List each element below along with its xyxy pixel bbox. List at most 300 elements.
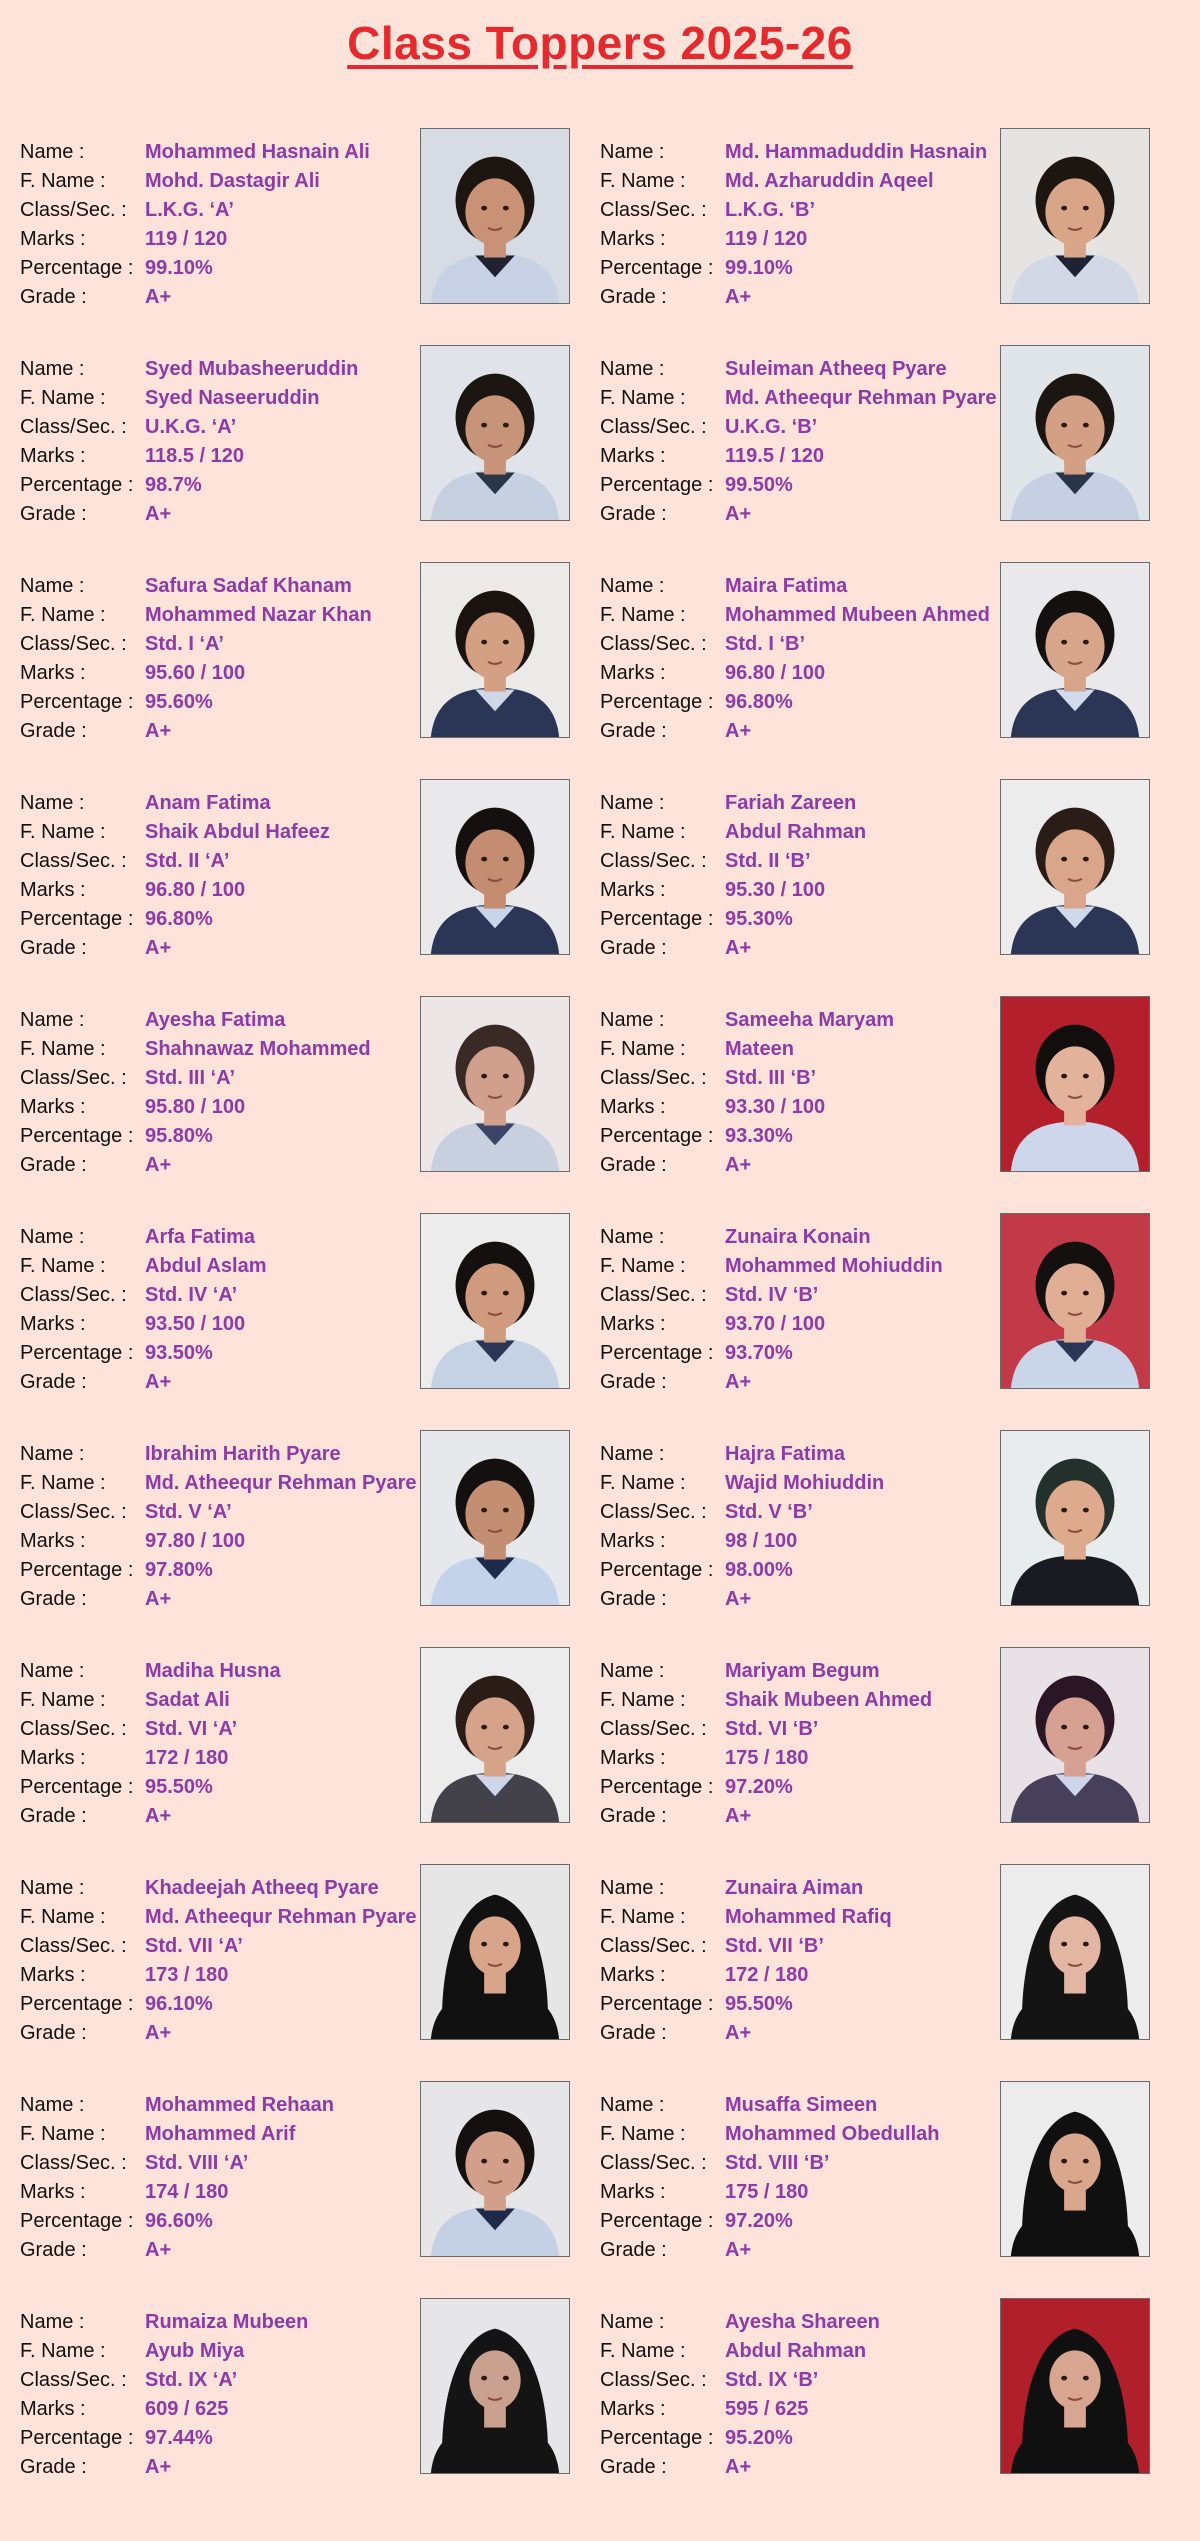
field-row-fname — [600, 601, 1020, 630]
field-row-name — [600, 1440, 1020, 1469]
class-value: Std. IX ‘A’ — [145, 2369, 238, 2391]
field-row-name — [600, 1657, 1020, 1686]
field-row-grade — [20, 2019, 440, 2048]
field-row-marks — [20, 2395, 440, 2424]
fname-label: F. Name : — [600, 821, 686, 843]
class-label: Class/Sec. : — [600, 1935, 707, 1957]
field-row-percentage — [20, 1556, 440, 1585]
marks-label: Marks : — [20, 445, 86, 467]
field-row-name — [600, 572, 1020, 601]
grade-value: A+ — [145, 1805, 172, 1827]
field-row-class — [600, 2366, 1020, 2395]
marks-value: 172 / 180 — [725, 1964, 809, 1986]
field-row-grade — [20, 1151, 440, 1180]
field-row-class — [600, 847, 1020, 876]
fname-label: F. Name : — [20, 1906, 106, 1928]
student-photo — [1000, 562, 1150, 738]
grade-label: Grade : — [20, 1154, 87, 1176]
fname-label: F. Name : — [600, 1038, 686, 1060]
grade-label: Grade : — [600, 286, 667, 308]
grade-label: Grade : — [20, 1588, 87, 1610]
marks-label: Marks : — [20, 2398, 86, 2420]
percentage-label: Percentage : — [600, 691, 714, 713]
field-row-class — [20, 1498, 440, 1527]
class-label: Class/Sec. : — [600, 199, 707, 221]
field-row-percentage — [600, 1339, 1020, 1368]
marks-value: 119.5 / 120 — [725, 445, 824, 467]
field-row-class — [600, 1498, 1020, 1527]
percentage-label: Percentage : — [600, 1342, 714, 1364]
marks-label: Marks : — [600, 879, 666, 901]
field-row-percentage — [600, 1773, 1020, 1802]
grade-label: Grade : — [20, 1805, 87, 1827]
field-row-grade — [20, 934, 440, 963]
field-row-name — [20, 1657, 440, 1686]
field-row-grade — [600, 1802, 1020, 1831]
marks-label: Marks : — [600, 2181, 666, 2203]
student-photo — [1000, 2081, 1150, 2257]
name-label: Name : — [600, 141, 665, 163]
percentage-value: 95.20% — [725, 2427, 793, 2449]
field-row-class — [20, 1715, 440, 1744]
percentage-label: Percentage : — [20, 2427, 134, 2449]
field-row-grade — [20, 717, 440, 746]
field-row-class — [20, 2149, 440, 2178]
topper-card — [20, 562, 600, 742]
class-label: Class/Sec. : — [20, 199, 127, 221]
field-row-fname — [20, 601, 440, 630]
percentage-value: 95.50% — [145, 1776, 213, 1798]
field-row-name — [20, 1006, 440, 1035]
percentage-label: Percentage : — [20, 1559, 134, 1581]
grade-label: Grade : — [600, 2239, 667, 2261]
field-row-class — [600, 196, 1020, 225]
marks-label: Marks : — [600, 228, 666, 250]
class-label: Class/Sec. : — [600, 1718, 707, 1740]
grade-value: A+ — [725, 503, 752, 525]
marks-label: Marks : — [20, 228, 86, 250]
fname-value: Abdul Rahman — [725, 2340, 867, 2362]
percentage-label: Percentage : — [600, 474, 714, 496]
percentage-value: 95.30% — [725, 908, 793, 930]
field-row-percentage — [20, 1339, 440, 1368]
field-row-name — [20, 1874, 440, 1903]
name-value: Rumaiza Mubeen — [145, 2311, 309, 2333]
topper-card — [600, 1430, 1180, 1610]
field-row-name — [20, 355, 440, 384]
field-row-grade — [600, 1585, 1020, 1614]
marks-label: Marks : — [600, 1313, 666, 1335]
field-row-fname — [20, 1903, 440, 1932]
field-row-percentage — [20, 905, 440, 934]
field-row-marks — [600, 659, 1020, 688]
field-row-class — [20, 413, 440, 442]
topper-card — [20, 2298, 600, 2478]
percentage-label: Percentage : — [20, 257, 134, 279]
fname-value: Mohd. Dastagir Ali — [145, 170, 320, 192]
percentage-label: Percentage : — [600, 908, 714, 930]
name-label: Name : — [20, 358, 85, 380]
topper-card — [20, 2081, 600, 2261]
student-photo — [1000, 1864, 1150, 2040]
fname-value: Shaik Abdul Hafeez — [145, 821, 330, 843]
name-value: Md. Hammaduddin Hasnain — [725, 141, 988, 163]
percentage-value: 99.10% — [725, 257, 793, 279]
name-value: Zunaira Konain — [725, 1226, 871, 1248]
percentage-value: 99.50% — [725, 474, 793, 496]
field-row-class — [20, 630, 440, 659]
percentage-value: 97.20% — [725, 2210, 793, 2232]
field-row-marks — [600, 442, 1020, 471]
class-label: Class/Sec. : — [600, 1284, 707, 1306]
student-photo — [1000, 2298, 1150, 2474]
grade-label: Grade : — [600, 720, 667, 742]
marks-label: Marks : — [600, 1747, 666, 1769]
grade-value: A+ — [145, 937, 172, 959]
marks-value: 93.70 / 100 — [725, 1313, 826, 1335]
grade-label: Grade : — [600, 1154, 667, 1176]
grade-value: A+ — [725, 720, 752, 742]
student-photo — [420, 2298, 570, 2474]
field-row-fname — [20, 1252, 440, 1281]
fname-value: Md. Atheequr Rehman Pyare — [145, 1472, 417, 1494]
percentage-value: 96.60% — [145, 2210, 213, 2232]
grade-label: Grade : — [600, 1371, 667, 1393]
percentage-value: 98.7% — [145, 474, 202, 496]
fname-value: Shaik Mubeen Ahmed — [725, 1689, 933, 1711]
name-label: Name : — [600, 1877, 665, 1899]
percentage-label: Percentage : — [20, 474, 134, 496]
field-row-class — [20, 1932, 440, 1961]
grade-value: A+ — [725, 1154, 752, 1176]
percentage-label: Percentage : — [600, 1776, 714, 1798]
grade-value: A+ — [725, 1805, 752, 1827]
fname-value: Mohammed Mohiuddin — [725, 1255, 943, 1277]
student-photo — [1000, 345, 1150, 521]
field-row-fname — [20, 1035, 440, 1064]
field-row-marks — [600, 1310, 1020, 1339]
student-photo — [420, 1430, 570, 1606]
field-row-fname — [600, 1686, 1020, 1715]
field-row-percentage — [20, 471, 440, 500]
class-label: Class/Sec. : — [600, 2152, 707, 2174]
marks-label: Marks : — [600, 1096, 666, 1118]
field-row-marks — [20, 659, 440, 688]
field-row-class — [600, 1064, 1020, 1093]
grade-label: Grade : — [20, 1371, 87, 1393]
field-row-percentage — [20, 2207, 440, 2236]
percentage-label: Percentage : — [600, 1559, 714, 1581]
percentage-label: Percentage : — [20, 691, 134, 713]
field-row-fname — [20, 2120, 440, 2149]
field-row-fname — [600, 384, 1020, 413]
marks-label: Marks : — [20, 1964, 86, 1986]
class-value: Std. VIII ‘A’ — [145, 2152, 249, 2174]
marks-value: 96.80 / 100 — [145, 879, 246, 901]
field-row-grade — [20, 1802, 440, 1831]
field-row-name — [20, 1440, 440, 1469]
percentage-value: 93.70% — [725, 1342, 793, 1364]
field-row-grade — [600, 500, 1020, 529]
topper-card — [600, 128, 1180, 308]
name-label: Name : — [600, 792, 665, 814]
grade-value: A+ — [725, 2022, 752, 2044]
topper-card — [600, 779, 1180, 959]
percentage-value: 95.60% — [145, 691, 213, 713]
field-row-grade — [600, 934, 1020, 963]
grade-label: Grade : — [600, 2022, 667, 2044]
grade-label: Grade : — [20, 2456, 87, 2478]
student-photo — [420, 562, 570, 738]
name-label: Name : — [20, 575, 85, 597]
name-label: Name : — [20, 1009, 85, 1031]
percentage-value: 95.50% — [725, 1993, 793, 2015]
fname-label: F. Name : — [20, 1038, 106, 1060]
grade-value: A+ — [725, 1588, 752, 1610]
class-value: Std. V ‘B’ — [725, 1501, 813, 1523]
name-label: Name : — [600, 575, 665, 597]
grade-value: A+ — [145, 286, 172, 308]
field-row-grade — [20, 1368, 440, 1397]
marks-value: 95.80 / 100 — [145, 1096, 246, 1118]
marks-label: Marks : — [600, 2398, 666, 2420]
class-label: Class/Sec. : — [20, 1501, 127, 1523]
student-photo — [420, 1213, 570, 1389]
field-row-fname — [20, 167, 440, 196]
marks-value: 95.60 / 100 — [145, 662, 246, 684]
name-value: Mohammed Rehaan — [145, 2094, 334, 2116]
percentage-label: Percentage : — [600, 1125, 714, 1147]
student-photo — [1000, 996, 1150, 1172]
fname-value: Mohammed Rafiq — [725, 1906, 892, 1928]
fname-value: Mateen — [725, 1038, 794, 1060]
field-row-fname — [600, 2120, 1020, 2149]
percentage-value: 93.50% — [145, 1342, 213, 1364]
field-row-grade — [20, 2236, 440, 2265]
fname-label: F. Name : — [600, 2340, 686, 2362]
name-value: Safura Sadaf Khanam — [145, 575, 352, 597]
field-row-name — [20, 1223, 440, 1252]
grade-value: A+ — [145, 2239, 172, 2261]
fname-value: Mohammed Mubeen Ahmed — [725, 604, 990, 626]
class-value: Std. V ‘A’ — [145, 1501, 232, 1523]
field-row-marks — [600, 2395, 1020, 2424]
fname-label: F. Name : — [20, 387, 106, 409]
field-row-marks — [600, 1961, 1020, 1990]
field-row-grade — [20, 2453, 440, 2482]
field-row-fname — [20, 2337, 440, 2366]
field-row-class — [600, 1281, 1020, 1310]
grade-label: Grade : — [20, 2022, 87, 2044]
fname-label: F. Name : — [20, 1472, 106, 1494]
fname-value: Mohammed Nazar Khan — [145, 604, 372, 626]
topper-card — [600, 1864, 1180, 2044]
field-row-marks — [20, 1093, 440, 1122]
field-row-percentage — [20, 688, 440, 717]
field-row-class — [20, 196, 440, 225]
name-label: Name : — [20, 792, 85, 814]
field-row-marks — [20, 2178, 440, 2207]
field-row-name — [600, 1223, 1020, 1252]
marks-value: 95.30 / 100 — [725, 879, 826, 901]
percentage-value: 96.80% — [725, 691, 793, 713]
field-row-class — [20, 2366, 440, 2395]
field-row-marks — [20, 225, 440, 254]
field-row-class — [600, 1715, 1020, 1744]
grade-label: Grade : — [600, 1588, 667, 1610]
name-label: Name : — [20, 1443, 85, 1465]
field-row-fname — [600, 2337, 1020, 2366]
name-value: Sameeha Maryam — [725, 1009, 894, 1031]
field-row-class — [600, 630, 1020, 659]
grade-label: Grade : — [20, 286, 87, 308]
topper-card — [20, 1647, 600, 1827]
field-row-percentage — [600, 254, 1020, 283]
class-label: Class/Sec. : — [20, 1284, 127, 1306]
marks-label: Marks : — [600, 445, 666, 467]
class-value: Std. VII ‘B’ — [725, 1935, 824, 1957]
fname-label: F. Name : — [20, 821, 106, 843]
percentage-value: 97.20% — [725, 1776, 793, 1798]
fname-label: F. Name : — [600, 1472, 686, 1494]
name-value: Ayesha Fatima — [145, 1009, 286, 1031]
student-photo — [420, 1647, 570, 1823]
class-value: Std. VI ‘A’ — [145, 1718, 238, 1740]
field-row-name — [600, 1006, 1020, 1035]
grade-value: A+ — [145, 2022, 172, 2044]
field-row-percentage — [20, 1122, 440, 1151]
fname-label: F. Name : — [20, 1689, 106, 1711]
fname-value: Abdul Rahman — [725, 821, 867, 843]
marks-label: Marks : — [20, 1747, 86, 1769]
class-label: Class/Sec. : — [600, 2369, 707, 2391]
name-label: Name : — [600, 1443, 665, 1465]
grade-label: Grade : — [20, 937, 87, 959]
field-row-grade — [600, 717, 1020, 746]
student-photo — [420, 996, 570, 1172]
grade-value: A+ — [145, 2456, 172, 2478]
name-label: Name : — [600, 1009, 665, 1031]
fname-label: F. Name : — [20, 604, 106, 626]
marks-value: 119 / 120 — [145, 228, 228, 250]
name-label: Name : — [600, 1226, 665, 1248]
field-row-percentage — [600, 1990, 1020, 2019]
class-label: Class/Sec. : — [20, 850, 127, 872]
field-row-grade — [20, 1585, 440, 1614]
field-row-marks — [600, 2178, 1020, 2207]
marks-value: 175 / 180 — [725, 2181, 809, 2203]
percentage-label: Percentage : — [600, 257, 714, 279]
class-value: U.K.G. ‘B’ — [725, 416, 818, 438]
field-row-grade — [600, 2019, 1020, 2048]
fname-label: F. Name : — [600, 1255, 686, 1277]
field-row-grade — [600, 2453, 1020, 2482]
field-row-fname — [600, 1035, 1020, 1064]
field-row-grade — [600, 1368, 1020, 1397]
fname-value: Mohammed Arif — [145, 2123, 296, 2145]
name-value: Mohammed Hasnain Ali — [145, 141, 370, 163]
fname-label: F. Name : — [600, 1906, 686, 1928]
name-label: Name : — [600, 1660, 665, 1682]
class-label: Class/Sec. : — [20, 1067, 127, 1089]
name-label: Name : — [20, 141, 85, 163]
class-label: Class/Sec. : — [20, 633, 127, 655]
field-row-name — [20, 789, 440, 818]
field-row-marks — [20, 1527, 440, 1556]
topper-card — [600, 1647, 1180, 1827]
grade-label: Grade : — [20, 503, 87, 525]
name-label: Name : — [20, 1660, 85, 1682]
field-row-percentage — [20, 1990, 440, 2019]
field-row-name — [20, 2308, 440, 2337]
marks-label: Marks : — [600, 1530, 666, 1552]
name-value: Madiha Husna — [145, 1660, 281, 1682]
field-row-grade — [600, 1151, 1020, 1180]
field-row-percentage — [600, 2207, 1020, 2236]
field-row-grade — [20, 283, 440, 312]
field-row-class — [20, 847, 440, 876]
field-row-class — [600, 2149, 1020, 2178]
name-label: Name : — [600, 358, 665, 380]
grade-value: A+ — [725, 286, 752, 308]
class-value: Std. VIII ‘B’ — [725, 2152, 830, 2174]
field-row-marks — [20, 1961, 440, 1990]
fname-value: Shahnawaz Mohammed — [145, 1038, 371, 1060]
name-label: Name : — [20, 2094, 85, 2116]
field-row-name — [20, 138, 440, 167]
marks-value: 609 / 625 — [145, 2398, 229, 2420]
class-value: L.K.G. ‘B’ — [725, 199, 815, 221]
percentage-label: Percentage : — [20, 1125, 134, 1147]
percentage-value: 96.10% — [145, 1993, 213, 2015]
marks-label: Marks : — [20, 2181, 86, 2203]
percentage-label: Percentage : — [20, 1776, 134, 1798]
fname-value: Mohammed Obedullah — [725, 2123, 940, 2145]
class-value: Std. IX ‘B’ — [725, 2369, 819, 2391]
topper-card — [600, 1213, 1180, 1393]
class-value: Std. VII ‘A’ — [145, 1935, 243, 1957]
name-value: Ibrahim Harith Pyare — [145, 1443, 341, 1465]
fname-value: Md. Atheequr Rehman Pyare — [145, 1906, 417, 1928]
class-label: Class/Sec. : — [20, 2152, 127, 2174]
marks-label: Marks : — [600, 662, 666, 684]
field-row-class — [600, 1932, 1020, 1961]
marks-label: Marks : — [20, 1530, 86, 1552]
fname-label: F. Name : — [600, 1689, 686, 1711]
student-photo — [420, 345, 570, 521]
student-photo — [1000, 128, 1150, 304]
name-label: Name : — [20, 2311, 85, 2333]
marks-value: 173 / 180 — [145, 1964, 229, 1986]
topper-card — [600, 562, 1180, 742]
field-row-marks — [20, 876, 440, 905]
name-value: Khadeejah Atheeq Pyare — [145, 1877, 379, 1899]
percentage-label: Percentage : — [20, 2210, 134, 2232]
topper-card — [20, 128, 600, 308]
marks-value: 175 / 180 — [725, 1747, 809, 1769]
field-row-percentage — [20, 2424, 440, 2453]
class-value: Std. I ‘B’ — [725, 633, 805, 655]
field-row-percentage — [20, 254, 440, 283]
fname-value: Abdul Aslam — [145, 1255, 267, 1277]
marks-label: Marks : — [20, 1313, 86, 1335]
topper-card — [20, 1430, 600, 1610]
name-label: Name : — [20, 1877, 85, 1899]
topper-card — [600, 345, 1180, 525]
topper-card — [600, 2081, 1180, 2261]
percentage-label: Percentage : — [20, 1993, 134, 2015]
grade-label: Grade : — [600, 1805, 667, 1827]
